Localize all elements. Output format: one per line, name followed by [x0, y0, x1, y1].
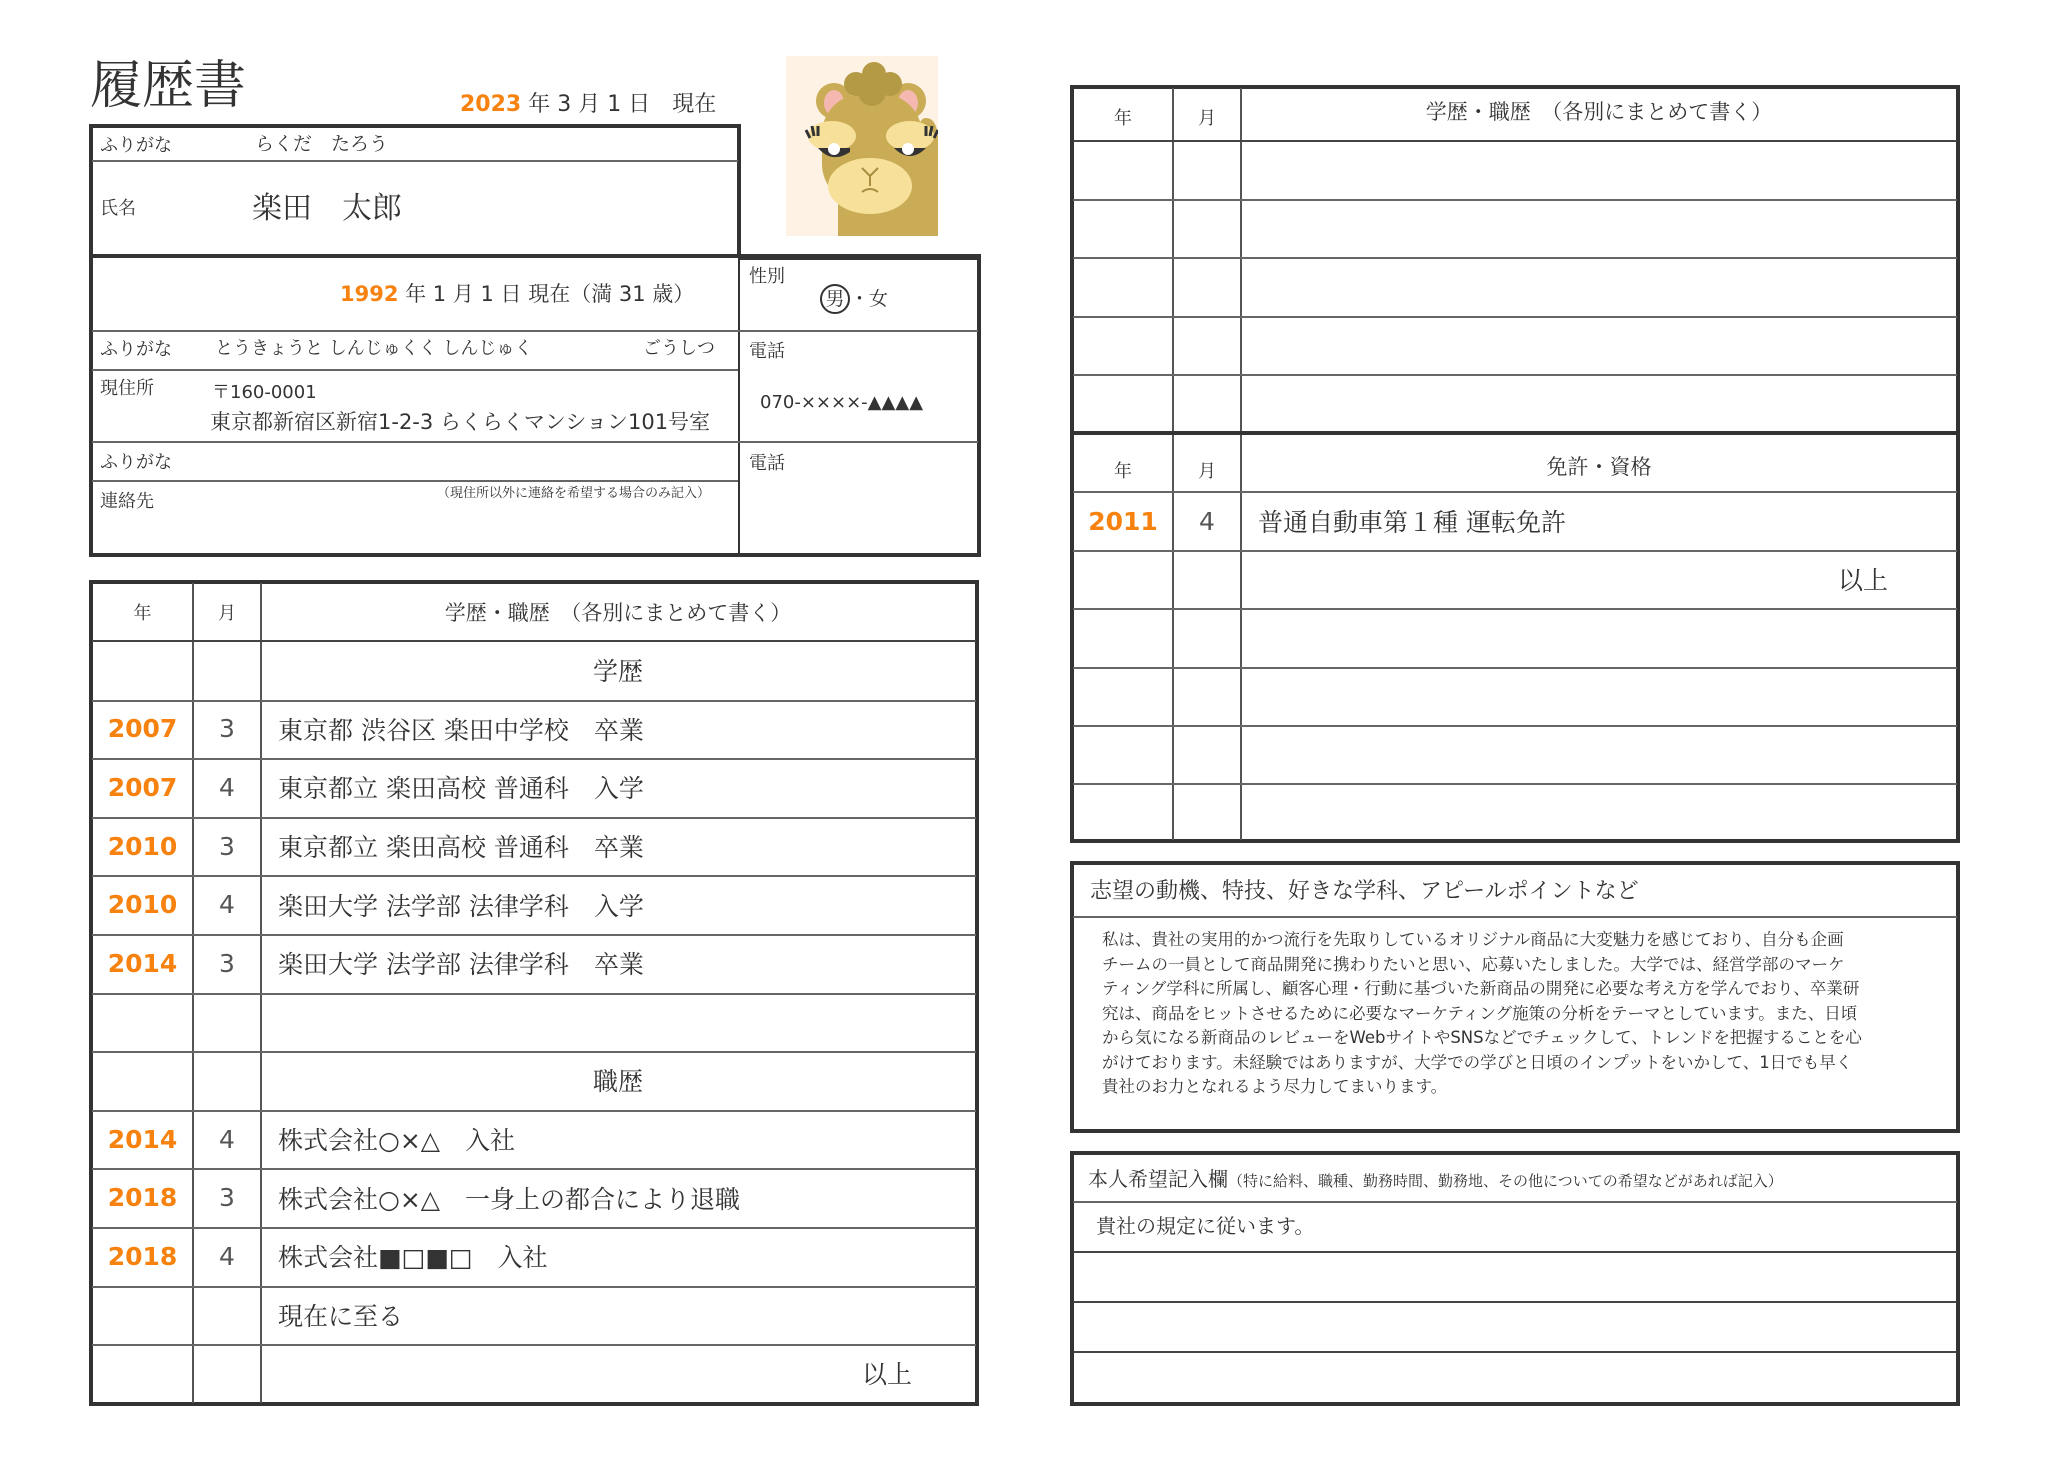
- divider: [738, 256, 740, 554]
- row-month-cell[interactable]: [1174, 316, 1240, 374]
- row-content-cell[interactable]: 株式会社■□■□ 入社: [278, 1243, 548, 1273]
- row-year-cell[interactable]: 2010: [107, 831, 178, 861]
- col-content-header: 学歴・職歴 （各別にまとめて書く）: [444, 601, 792, 625]
- divider: [1073, 1351, 1957, 1353]
- row-content-cell[interactable]: 職歴: [592, 1067, 643, 1097]
- col-content-header: 学歴・職歴 （各別にまとめて書く）: [1425, 100, 1773, 124]
- row-content-cell[interactable]: 東京都立 楽田高校 普通科 入学: [278, 774, 644, 804]
- motivation-line: から気になる新商品のレビューをWebサイトやSNSなどでチェックして、トレンドを把握することを心: [1102, 1028, 1862, 1047]
- row-month-cell[interactable]: [194, 641, 260, 700]
- birth-date-rest: 年 1 月 1 日 現在（満 31 歳）: [398, 282, 695, 306]
- row-month-cell[interactable]: [194, 993, 260, 1052]
- row-content-cell[interactable]: [262, 993, 974, 1052]
- row-content-cell[interactable]: [1242, 667, 1956, 725]
- gender-female[interactable]: 女: [869, 287, 889, 310]
- row-year-cell[interactable]: [93, 641, 192, 700]
- row-month-cell[interactable]: 3: [219, 948, 235, 978]
- row-content-cell[interactable]: 楽田大学 法学部 法律学科 入学: [278, 891, 644, 921]
- row-year-cell[interactable]: [1074, 257, 1172, 315]
- contact-label: 連絡先: [100, 491, 154, 512]
- as-of-date: [460, 94, 716, 116]
- row-content-cell[interactable]: 楽田大学 法学部 法律学科 卒業: [278, 950, 644, 980]
- row-content-cell[interactable]: 東京都 渋谷区 楽田中学校 卒業: [278, 715, 644, 745]
- phone-field[interactable]: 070-××××-▲▲▲▲: [760, 392, 924, 413]
- row-year-cell[interactable]: [1074, 374, 1172, 432]
- row-content-cell[interactable]: 以上: [861, 1360, 912, 1390]
- name-label: 氏名: [100, 198, 136, 219]
- row-month-cell[interactable]: 4: [219, 1241, 235, 1271]
- row-year-cell[interactable]: [1074, 199, 1172, 257]
- birth-year: 1992: [340, 282, 399, 306]
- license-content-header: 免許・資格: [1546, 454, 1652, 479]
- row-month-cell[interactable]: [1174, 199, 1240, 257]
- row-month-cell[interactable]: [1174, 667, 1240, 725]
- row-year-cell[interactable]: 2018: [107, 1183, 178, 1213]
- row-month-cell[interactable]: [1174, 550, 1240, 608]
- row-month-cell[interactable]: [1174, 257, 1240, 315]
- row-content-cell[interactable]: [1242, 783, 1956, 841]
- row-month-cell[interactable]: 4: [219, 890, 235, 920]
- row-year-cell[interactable]: [93, 1286, 192, 1345]
- page-title: 履歴書: [90, 56, 247, 116]
- row-content-cell[interactable]: [1242, 608, 1956, 666]
- address-furigana-room: ごうしつ: [643, 338, 715, 359]
- motivation-line: チームの一員として商品開発に携わりたいと思い、応募いたしました。大学では、経営学部のマーケ: [1102, 954, 1845, 974]
- contact-phone-label: 電話: [749, 453, 785, 474]
- contact-furigana-label: ふりがな: [100, 452, 172, 473]
- divider: [1073, 1301, 1957, 1303]
- row-year-cell[interactable]: [93, 1051, 192, 1110]
- divider: [1073, 916, 1957, 918]
- row-year-cell[interactable]: 2014: [107, 1124, 178, 1154]
- row-month-cell[interactable]: 3: [219, 714, 235, 744]
- row-month-cell[interactable]: [1174, 608, 1240, 666]
- row-month-cell[interactable]: [194, 1344, 260, 1403]
- row-content-cell[interactable]: [1242, 316, 1956, 374]
- row-year-cell[interactable]: [1074, 141, 1172, 199]
- row-content-cell[interactable]: [1242, 141, 1956, 199]
- camel-photo-icon: [786, 56, 938, 236]
- furigana-name-field[interactable]: らくだ たろう: [255, 133, 389, 155]
- row-year-cell[interactable]: 2010: [107, 890, 178, 920]
- postal-code-field[interactable]: 〒160-0001: [212, 382, 317, 403]
- row-month-cell[interactable]: 4: [219, 1124, 235, 1154]
- divider: [1073, 1251, 1957, 1253]
- row-content-cell[interactable]: 株式会社○×△ 一身上の都合により退職: [278, 1184, 740, 1214]
- address-label: 現住所: [100, 378, 154, 399]
- row-content-cell[interactable]: [1242, 199, 1956, 257]
- name-field[interactable]: 楽田 太郎: [252, 191, 402, 226]
- divider: [92, 441, 978, 443]
- motivation-line: がけております。未経験ではありますが、大学での学びと日頃のインプットをいかして、1日でも早く: [1102, 1052, 1853, 1072]
- divider: [92, 330, 978, 332]
- row-content-cell[interactable]: [1242, 725, 1956, 783]
- address-furigana-label: ふりがな: [100, 339, 172, 360]
- address-furigana-field[interactable]: とうきょうと しんじゅくく しんじゅく: [215, 338, 533, 359]
- row-content-cell[interactable]: 以上: [1837, 566, 1888, 596]
- row-month-cell[interactable]: [194, 1051, 260, 1110]
- row-month-cell[interactable]: [1174, 374, 1240, 432]
- contact-note: （現住所以外に連絡を希望する場合のみ記入）: [437, 486, 711, 501]
- gender-frame-top: [738, 256, 981, 260]
- phone-label: 電話: [749, 341, 785, 362]
- row-content-cell[interactable]: 株式会社○×△ 入社: [278, 1126, 515, 1156]
- row-content-cell[interactable]: 学歴: [592, 657, 643, 687]
- row-year-cell[interactable]: [1074, 667, 1172, 725]
- row-content-cell[interactable]: 現在に至る: [278, 1301, 404, 1331]
- col-month-header: 月: [1198, 108, 1216, 129]
- divider: [92, 480, 738, 482]
- row-content-cell[interactable]: [1242, 374, 1956, 432]
- row-year-cell[interactable]: 2014: [107, 948, 178, 978]
- col-month-header: 月: [218, 603, 236, 624]
- row-year-cell[interactable]: 2018: [107, 1241, 178, 1271]
- gender-separator: ・: [850, 287, 870, 310]
- row-month-cell[interactable]: [1174, 725, 1240, 783]
- row-year-cell[interactable]: [93, 993, 192, 1052]
- row-year-cell[interactable]: 2007: [107, 714, 178, 744]
- motivation-line: 貴社のお力となれるよう尽力してまいります。: [1102, 1077, 1448, 1096]
- birth-date-field[interactable]: [340, 284, 694, 305]
- furigana-label: ふりがな: [100, 135, 172, 156]
- row-year-cell[interactable]: [1074, 608, 1172, 666]
- requests-title: [1088, 1169, 1783, 1189]
- divider: [1073, 1201, 1957, 1203]
- row-month-cell[interactable]: [194, 1286, 260, 1345]
- requests-title-main: 本人希望記入欄: [1088, 1167, 1228, 1191]
- motivation-line: 私は、貴社の実用的かつ流行を先取りしているオリジナル商品に大変魅力を感じており、自分も企画: [1102, 930, 1844, 949]
- gender-label: 性別: [749, 266, 785, 287]
- license-month-header: 月: [1198, 460, 1216, 482]
- row-month-cell[interactable]: 4: [219, 772, 235, 802]
- motivation-title: 志望の動機、特技、好きな学科、アピールポイントなど: [1090, 879, 1639, 904]
- photo: [786, 56, 938, 236]
- row-year-cell[interactable]: [1074, 316, 1172, 374]
- row-year-cell[interactable]: [1074, 783, 1172, 841]
- row-month-cell[interactable]: [1174, 141, 1240, 199]
- row-year-cell[interactable]: [1074, 725, 1172, 783]
- name-frame: [89, 124, 741, 258]
- row-content-cell[interactable]: 普通自動車第１種 運転免許: [1258, 508, 1566, 538]
- row-year-cell[interactable]: [1074, 550, 1172, 608]
- gender-male-circled[interactable]: 男: [820, 284, 850, 314]
- row-year-cell[interactable]: 2007: [107, 772, 178, 802]
- as-of-date-rest: 年 3 月 1 日 現在: [521, 92, 717, 117]
- address-field[interactable]: 東京都新宿区新宿1-2-3 らくらくマンション101号室: [210, 410, 711, 434]
- license-year-header: 年: [1114, 460, 1132, 482]
- row-month-cell[interactable]: 4: [1199, 506, 1215, 536]
- divider: [92, 369, 738, 371]
- motivation-line: 究は、商品をヒットさせるために必要なマーケティング施策の分析をテーマとしています。また、日頃: [1102, 1003, 1858, 1023]
- row-content-cell[interactable]: [1242, 257, 1956, 315]
- row-month-cell[interactable]: [1174, 783, 1240, 841]
- row-year-cell[interactable]: 2011: [1088, 506, 1158, 536]
- section-divider: [1073, 431, 1957, 435]
- col-year-header: 年: [133, 603, 152, 624]
- motivation-line: ティング学科に所属し、顧客心理・行動に基づいた新商品の開発に必要な考え方を学んでおり、卒業研: [1102, 979, 1860, 998]
- row-month-cell[interactable]: 3: [219, 1183, 235, 1213]
- row-year-cell[interactable]: [93, 1344, 192, 1403]
- divider: [92, 160, 738, 162]
- row-content-cell[interactable]: 東京都立 楽田高校 普通科 卒業: [278, 833, 644, 863]
- gender-field[interactable]: [820, 284, 888, 314]
- col-year-header: 年: [1114, 108, 1132, 129]
- as-of-year: 2023: [460, 92, 522, 117]
- requests-line-field[interactable]: 貴社の規定に従います。: [1096, 1214, 1315, 1238]
- row-month-cell[interactable]: 3: [219, 831, 235, 861]
- requests-note: （特に給料、職種、勤務時間、勤務地、その他についての希望などがあれば記入）: [1228, 1172, 1783, 1190]
- motivation-text-field[interactable]: [1102, 928, 1942, 1100]
